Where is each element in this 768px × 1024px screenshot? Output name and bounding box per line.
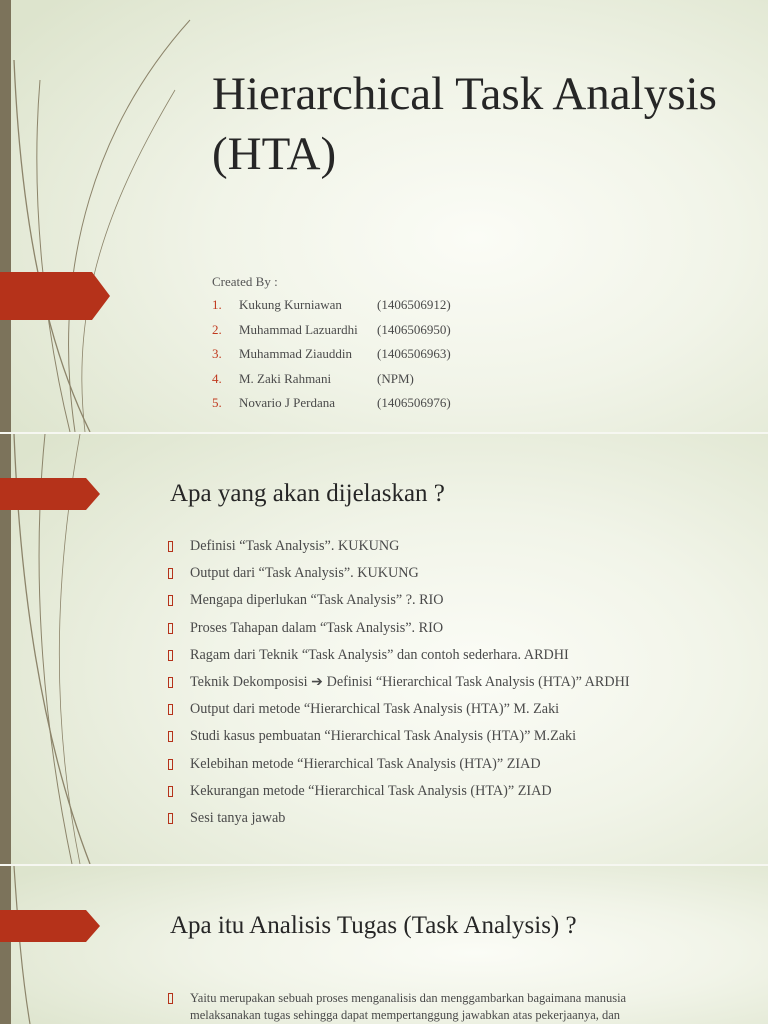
definition-line: Yaitu merupakan sebuah proses menganalisis dan menggambarkan bagaimana manusia <box>190 991 627 1005</box>
member-number: 4. <box>212 370 222 386</box>
definition-line: melaksanakan tugas sehingga dapat mempertanggung jawabkan atas pekerjaanya, dan <box>190 1008 621 1022</box>
member-number: 3. <box>212 346 222 361</box>
red-arrow-tab-icon <box>0 910 100 942</box>
member-number: 5. <box>212 395 222 410</box>
agenda-item-text: Kelebihan metode “Hierarchical Task Analysis (HTA)” ZIAD <box>190 755 541 772</box>
agenda-item-text: Teknik Dekomposisi ➔ Definisi “Hierarchical Task Analysis (HTA)” ARDHI <box>190 673 630 690</box>
agenda-item <box>168 674 630 701</box>
member-number: 1. <box>212 297 222 312</box>
bullet-square-icon <box>168 568 173 579</box>
agenda-item <box>168 538 630 565</box>
bullet-square-icon <box>168 759 173 770</box>
agenda-list <box>168 538 630 837</box>
agenda-item-text: Mengapa diperlukan “Task Analysis” ?. RIO <box>190 592 444 609</box>
member-name: M. Zaki Rahmani <box>239 370 332 386</box>
agenda-item <box>168 728 630 755</box>
agenda-item-text: Sesi tanya jawab <box>190 809 286 826</box>
definition-paragraph <box>168 990 750 1024</box>
slide-title <box>0 0 768 432</box>
bullet-square-icon <box>168 677 173 688</box>
agenda-item <box>168 756 630 783</box>
member-npm: (1406506912) <box>377 297 451 312</box>
member-npm: (1406506950) <box>377 321 451 337</box>
agenda-item-text: Definisi “Task Analysis”. KUKUNG <box>190 538 400 554</box>
slide-definition <box>0 866 768 1024</box>
member-name: Novario J Perdana <box>239 395 336 410</box>
agenda-item-text: Output dari “Task Analysis”. KUKUNG <box>190 565 419 582</box>
member-name: Muhammad Ziauddin <box>239 346 353 361</box>
bullet-square-icon <box>168 595 173 606</box>
decorative-curves-icon <box>0 866 120 1024</box>
agenda-item <box>168 810 630 837</box>
left-accent-bar <box>0 0 11 432</box>
bullet-square-icon <box>168 623 173 634</box>
red-arrow-tab-icon <box>0 272 110 320</box>
member-name: Muhammad Lazuardhi <box>239 321 358 337</box>
created-by-label: Created By : <box>212 274 278 289</box>
agenda-item-text: Studi kasus pembuatan “Hierarchical Task Analysis (HTA)” M.Zaki <box>190 728 577 745</box>
bullet-square-icon <box>168 704 173 715</box>
left-accent-bar <box>0 866 11 1024</box>
member-npm: (1406506963) <box>377 346 451 361</box>
agenda-item <box>168 565 630 592</box>
agenda-item-text: Kekurangan metode “Hierarchical Task Analysis (HTA)” ZIAD <box>190 782 552 799</box>
member-npm: (NPM) <box>377 370 414 386</box>
member-name: Kukung Kurniawan <box>239 297 342 312</box>
bullet-square-icon <box>168 541 173 552</box>
bullet-square-icon <box>168 813 173 824</box>
bullet-square-icon <box>168 786 173 797</box>
member-number: 2. <box>212 321 222 337</box>
slide-agenda <box>0 434 768 864</box>
bullet-square-icon <box>168 650 173 661</box>
bullet-square-icon <box>168 731 173 742</box>
agenda-heading: Apa yang akan dijelaskan ? <box>170 480 445 507</box>
bullet-square-icon <box>168 993 173 1004</box>
agenda-item <box>168 783 630 810</box>
red-arrow-tab-icon <box>0 478 100 510</box>
decorative-curves-icon <box>0 0 200 432</box>
agenda-item-text: Ragam dari Teknik “Task Analysis” dan contoh sederhara. ARDHI <box>190 646 569 663</box>
agenda-item <box>168 620 630 647</box>
agenda-item <box>168 647 630 674</box>
slide-title-heading: Hierarchical Task Analysis (HTA) <box>212 68 717 180</box>
agenda-item-text: Output dari metode “Hierarchical Task Analysis (HTA)” M. Zaki <box>190 701 560 718</box>
agenda-item-text: Proses Tahapan dalam “Task Analysis”. RIO <box>190 619 444 636</box>
agenda-item <box>168 701 630 728</box>
agenda-item <box>168 592 630 619</box>
member-npm: (1406506976) <box>377 395 451 410</box>
definition-heading: Apa itu Analisis Tugas (Task Analysis) ? <box>170 912 577 939</box>
